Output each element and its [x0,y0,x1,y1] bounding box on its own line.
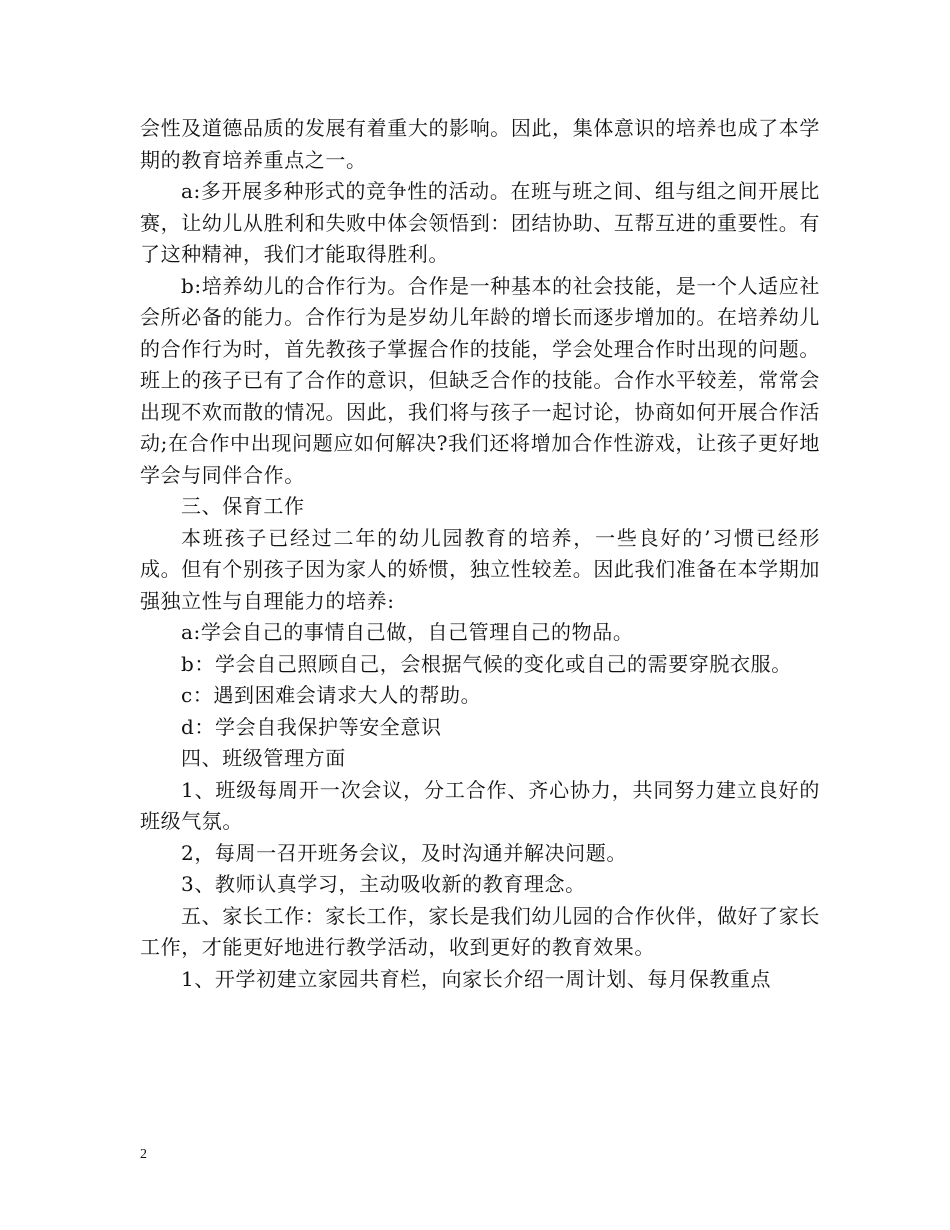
paragraph-management-item-1: 1、班级每周开一次会议，分工合作、齐心协力，共同努力建立良好的班级气氛。 [140,777,820,833]
paragraph-care-work-intro: 本班孩子已经过二年的幼儿园教育的培养，一些良好的’习惯已经形成。但有个别孩子因为家人的娇惯，独立性较差。因此我们准备在本学期加强独立性与自理能力的培养: [140,525,820,613]
paragraph-care-item-a: a:学会自己的事情自己做，自己管理自己的物品。 [181,620,634,644]
paragraph-management-item-2: 2，每周一召开班务会议，及时沟通并解决问题。 [181,840,627,865]
paragraph-care-item-c: c：遇到困难会请求大人的帮助。 [181,683,482,707]
paragraph-care-item-b: b：学会自己照顾自己，会根据气候的变化或自己的需要穿脱衣服。 [181,651,792,676]
paragraph-collective-awareness-continued: 会性及道德品质的发展有着重大的影响。因此，集体意识的培养也成了本学期的教育培养重点之一。 [140,116,820,172]
page-number: 2 [140,1147,147,1162]
section-heading-care-work: 三、保育工作 [181,494,305,518]
paragraph-parent-item-1: 1、开学初建立家园共育栏，向家长介绍一周计划、每月保教重点 [181,966,772,991]
paragraph-management-item-3: 3、教师认真学习，主动吸收新的教育理念。 [181,872,586,896]
paragraph-item-a-competition: a:多开展多种形式的竞争性的活动。在班与班之间、组与组之间开展比赛，让幼儿从胜利和失败中体会领悟到：团结协助、互帮互进的重要性。有了这种精神，我们才能取得胜利。 [140,179,820,266]
paragraph-care-item-d: d：学会自我保护等安全意识 [181,714,442,739]
document-body [140,113,820,995]
section-heading-class-management: 四、班级管理方面 [181,746,346,770]
section-heading-parent-work: 五、家长工作：家长工作，家长是我们幼儿园的合作伙伴，做好了家长工作，才能更好地进行教学活动，收到更好的教育效果。 [140,903,820,959]
paragraph-item-b-cooperation: b:培养幼儿的合作行为。合作是一种基本的社会技能，是一个人适应社会所必备的能力。合作行为是岁幼儿年龄的增长而逐步增加的。在培养幼儿的合作行为时，首先教孩子掌握合作的技能，学会处理合作时出现的问题。班上的孩子已有了合作的意识，但缺乏合作的技能。合作水平较差，常常会出现不欢而散的情况。因此，我们将与孩子一起讨论，协商如何开展合作活动;在合作中出现问题应如何解决?我们还将增加合作性游戏，让孩子更好地学会与同伴合作。 [140,273,820,487]
